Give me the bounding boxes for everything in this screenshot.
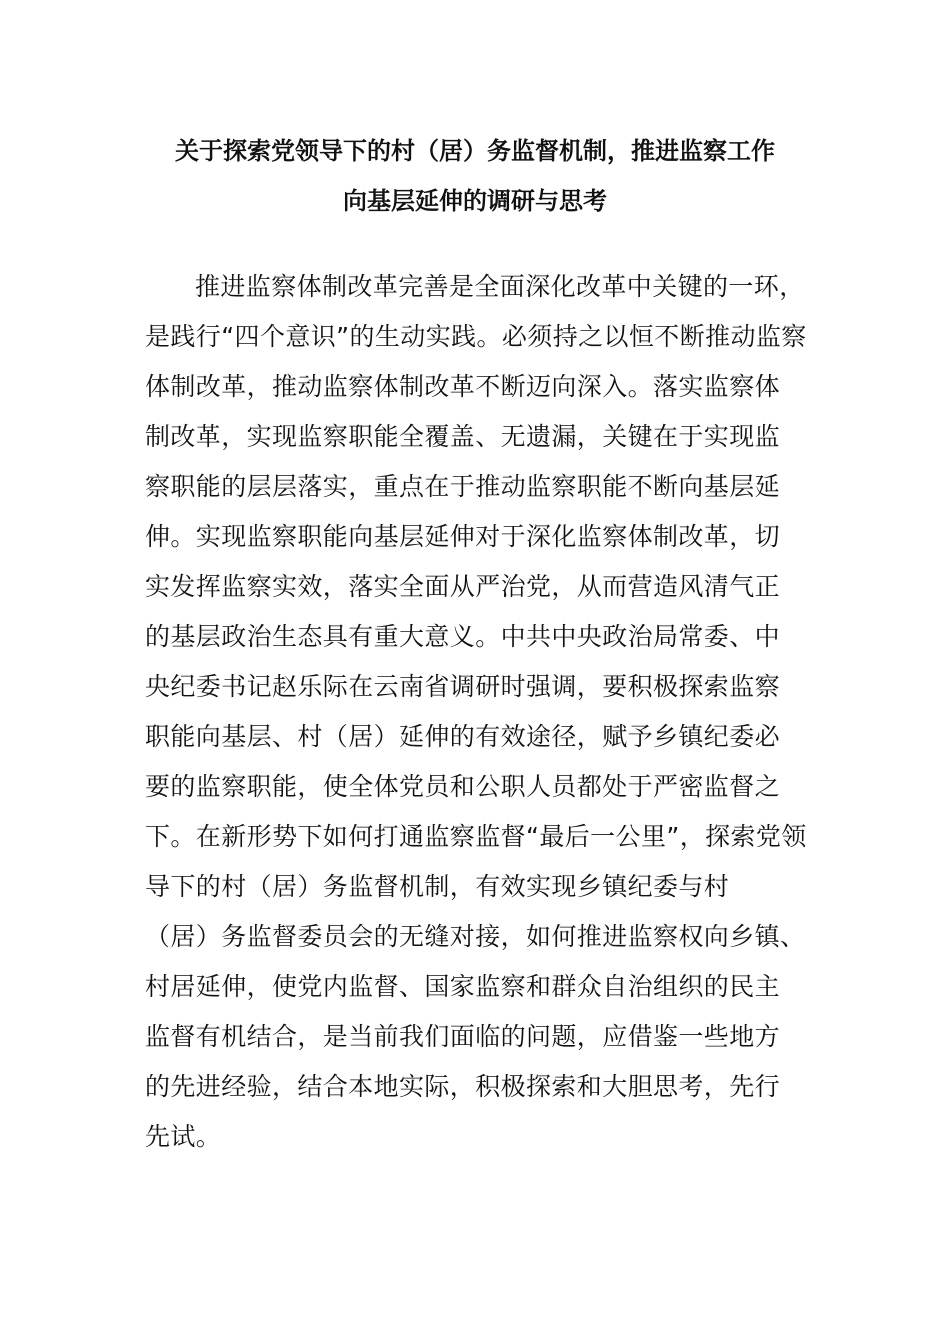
body-line: 体制改革，推动监察体制改革不断迈向深入。落实监察体 xyxy=(145,372,781,401)
body-line: 职能向基层、村（居）延伸的有效途径，赋予乡镇纪委必 xyxy=(145,722,781,751)
body-line: 先试。 xyxy=(145,1122,222,1151)
body-line: （居）务监督委员会的无缝对接，如何推进监察权向乡镇、 xyxy=(145,922,806,951)
body-line: 村居延伸，使党内监督、国家监察和群众自治组织的民主 xyxy=(145,972,781,1001)
body-line: 实发挥监察实效，落实全面从严治党，从而营造风清气正 xyxy=(145,572,781,601)
body-line: 央纪委书记赵乐际在云南省调研时强调，要积极探索监察 xyxy=(145,672,781,701)
document-title xyxy=(145,126,805,226)
body-line: 伸。实现监察职能向基层延伸对于深化监察体制改革，切 xyxy=(145,522,781,551)
body-line: 的基层政治生态具有重大意义。中共中央政治局常委、中 xyxy=(145,622,781,651)
body-line: 要的监察职能，使全体党员和公职人员都处于严密监督之 xyxy=(145,772,781,801)
body-line: 是践行“四个意识”的生动实践。必须持之以恒不断推动监察 xyxy=(145,322,807,351)
body-paragraph xyxy=(145,262,815,1162)
body-line: 导下的村（居）务监督机制，有效实现乡镇纪委与村 xyxy=(145,872,730,901)
body-line: 推进监察体制改革完善是全面深化改革中关键的一环， xyxy=(195,272,805,301)
title-line: 向基层延伸的调研与思考 xyxy=(343,187,607,215)
body-line: 察职能的层层落实，重点在于推动监察职能不断向基层延 xyxy=(145,472,781,501)
body-line: 下。在新形势下如何打通监察监督“最后一公里”，探索党领 xyxy=(145,822,807,851)
body-line: 的先进经验，结合本地实际，积极探索和大胆思考，先行 xyxy=(145,1072,781,1101)
title-line: 关于探索党领导下的村（居）务监督机制，推进监察工作 xyxy=(175,137,775,165)
body-line: 监督有机结合，是当前我们面临的问题，应借鉴一些地方 xyxy=(145,1022,781,1051)
body-line: 制改革，实现监察职能全覆盖、无遗漏，关键在于实现监 xyxy=(145,422,781,451)
